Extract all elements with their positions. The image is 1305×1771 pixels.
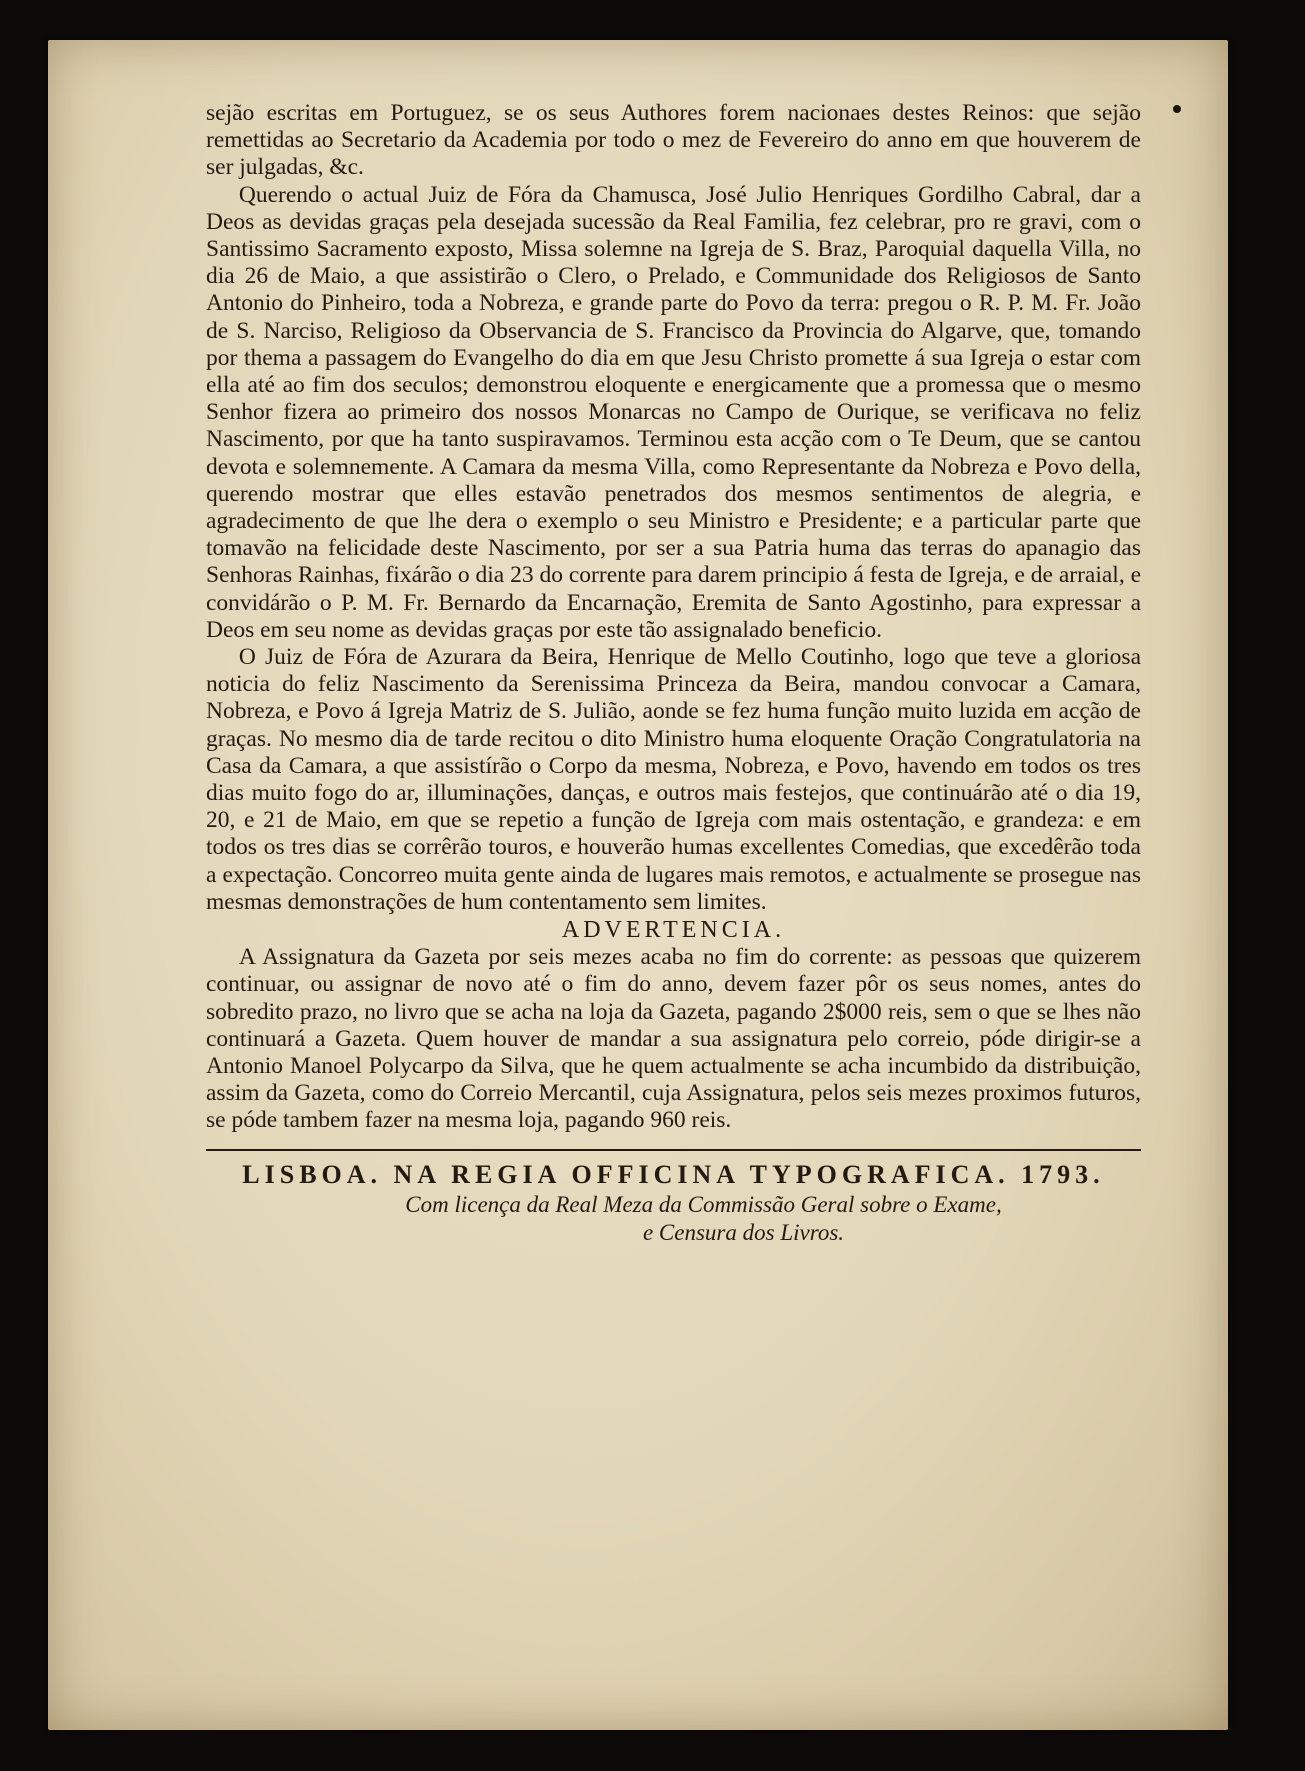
paragraph-academia-conditions: sejão escritas em Portuguez, se os seus Authores forem nacionaes destes Reinos: que sejão remettidas ao Secretario da Academia por todo o mez de Fevereiro do anno em que houverem de ser julgadas, &c.: [206, 100, 1141, 181]
advertencia-heading: ADVERTENCIA.: [561, 917, 786, 944]
gazette-body: [206, 100, 1141, 1247]
license-line-1: Com licença da Real Meza da Commissão Geral sobre o Exame,: [405, 1191, 1002, 1217]
separator-rule: [206, 1149, 1141, 1151]
paragraph-azurara-celebration: O Juiz de Fóra de Azurara da Beira, Henrique de Mello Coutinho, logo que teve a gloriosa noticia do feliz Nascimento da Serenissima Princeza da Beira, mandou convocar a Camara, Nobreza, e Povo á Igreja Matriz de S. Julião, aonde se fez huma função muito luzida em acção de graças. No mesmo dia de tarde recitou o dito Ministro huma eloquente Oração Congratulatoria na Casa da Camara, a que assistírão o Corpo da mesma, Nobreza, e Povo, havendo em todos os tres dias muito fogo do ar, illuminações, danças, e outros mais festejos, que continuárão até o dia 19, 20, e 21 de Maio, em que se repetio a função de Igreja com mais ostentação, e grandeza: e em todos os tres dias se corrêrão touros, e houverão humas excellentes Comedias, que excedêrão toda a expectação. Concorreo muita gente ainda de lugares mais remotos, e actualmente se prosegue nas mesmas demonstrações de hum contentamento sem limites.: [206, 644, 1141, 915]
paragraph-chamusca-celebration: Querendo o actual Juiz de Fóra da Chamusca, José Julio Henriques Gordilho Cabral, dar a Deos as devidas graças pela desejada sucessão da Real Familia, fez celebrar, pro re gravi, com o Santissimo Sacramento exposto, Missa solemne na Igreja de S. Braz, Paroquial daquella Villa, no dia 26 de Maio, a que assistirão o Clero, o Prelado, e Communidade dos Religiosos de Santo Antonio do Pinheiro, toda a Nobreza, e grande parte do Povo da terra: pregou o R. P. M. Fr. João de S. Narciso, Religioso da Observancia de S. Francisco da Provincia do Algarve, que, tomando por thema a passagem do Evangelho do dia em que Jesu Christo promette á sua Igreja o estar com ella até ao fim dos seculos; demonstrou eloquente e energicamente que a promessa que o mesmo Senhor fizera ao primeiro dos nossos Monarcas no Campo de Ourique, se verificava no feliz Nascimento, por que ha tanto suspiravamos. Terminou esta acção com o Te Deum, que se cantou devota e solemnemente. A Camara da mesma Villa, como Representante da Nobreza e Povo della, querendo mostrar que elles estavão penetrados dos mesmos sentimentos de alegria, e agradecimento de que lhe dera o exemplo o seu Ministro e Presidente; e a particular parte que tomavão na felicidade deste Nascimento, por ser a sua Patria huma das terras do apanagio das Senhoras Rainhas, fixárão o dia 23 do corrente para darem principio á festa de Igreja, e de arraial, e convidárão o P. M. Fr. Bernardo da Encarnação, Eremita de Santo Agostinho, para expressar a Deos em seu nome as devidas graças por este tão assignalado beneficio.: [206, 181, 1142, 643]
license-line-2: e Censura dos Livros.: [642, 1219, 845, 1245]
license-text: [206, 1191, 1141, 1247]
imprint-line: LISBOA. NA REGIA OFFICINA TYPOGRAFICA. 1793.: [242, 1159, 1105, 1189]
margin-dot: [1173, 105, 1181, 113]
paragraph-subscription-notice: A Assignatura da Gazeta por seis mezes acaba no fim do corrente: as pessoas que quizerem continuar, ou assignar de novo até o fim do anno, devem fazer pôr os seus nomes, antes do sobredito prazo, no livro que se acha na loja da Gazeta, pagando 2$000 reis, sem o que se lhes não continuará a Gazeta. Quem houver de mandar a sua assignatura pelo correio, póde dirigir-se a Antonio Manoel Polycarpo da Silva, que he quem actualmente se acha incumbido da distribuição, assim da Gazeta, como do Correio Mercantil, cuja Assignatura, pelos seis mezes proximos futuros, se póde tambem fazer na mesma loja, pagando 960 reis.: [206, 944, 1141, 1134]
